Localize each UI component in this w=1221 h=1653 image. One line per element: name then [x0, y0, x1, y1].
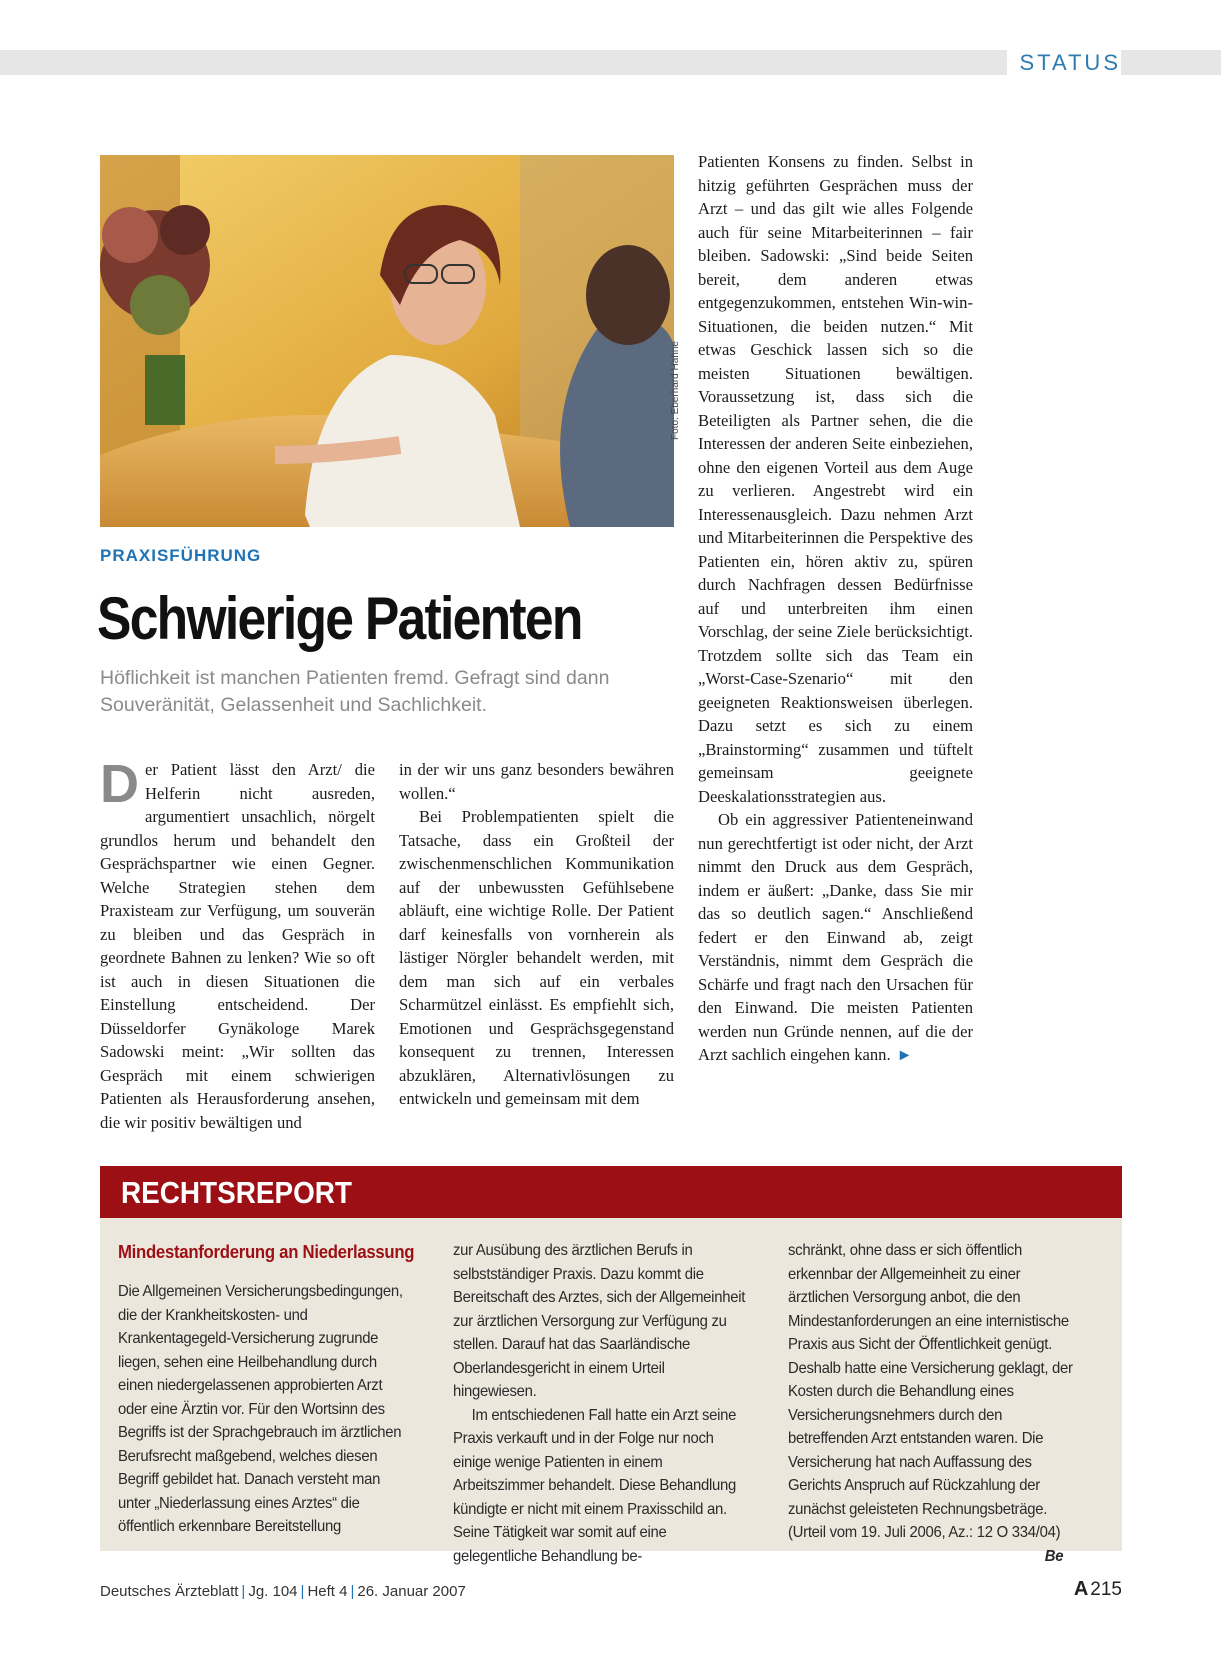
- article-headline: Schwierige Patienten: [97, 585, 582, 652]
- journal-issue: Heft 4: [307, 1583, 348, 1600]
- rechtsreport-column-1: [118, 1280, 412, 1539]
- page-number: [1074, 1578, 1122, 1601]
- rechtsreport-paragraph: Im entschiedenen Fall hatte ein Arzt seine Praxis verkauft und in der Folge nur noch einige wenige Patienten in einem Arbeitszimmer behandelt. Diese Behandlung kündigte er nicht mit einem Praxisschild an. Seine Tätigkeit war somit auf eine gelegentliche Behandlung be-: [453, 1406, 737, 1565]
- continue-arrow-icon: ►: [896, 1047, 913, 1064]
- drop-cap: D: [100, 754, 139, 814]
- journal-date: 26. Januar 2007: [357, 1583, 466, 1600]
- separator: |: [241, 1583, 246, 1600]
- article-column-3: [698, 150, 973, 1140]
- rechtsreport-title: RECHTSREPORT: [121, 1175, 352, 1210]
- article-paragraph: Bei Problempatienten spielt die Tatsache, dass ein Großteil der zwischenmenschlichen Kommunikation auf der unbewussten Gefühlsebene abläuft, eine wichtige Rolle. Der Patient darf keinesfalls von vornherein als lästiger Nörgler behandelt werden, mit dem man sich auf ein verbales Scharmützel einlässt. Es empfiehlt sich, Emotionen und Gesprächsgegenstand konsequent zu trennen, Interessen abzuklären, Alternativlösungen zu entwickeln und gemeinsam mit dem: [399, 807, 674, 1108]
- rechtsreport-subtitle: Mindestanforderung an Niederlassung: [118, 1242, 415, 1262]
- paragraph-text: Ob ein aggressiver Patienteneinwand nun gerechtfertigt ist oder nicht, der Arzt nimmt den Druck aus dem Gespräch, indem er äußert: „Danke, dass Sie mir das so deutlich sagen.“ Anschließend federt er den Einwand ab, zeigt Verständnis, nimmt dem Gespräch die Schärfe und fragt nach den Ursachen für den Einwand. Die meisten Patienten werden nun Gründe nennen, auf die der Arzt sachlich eingehen kann.: [698, 810, 973, 1064]
- rechtsreport-column-2: [453, 1239, 747, 1568]
- article-column-1: [100, 754, 375, 1138]
- page-prefix: A: [1073, 1578, 1089, 1600]
- paragraph-text: er Patient lässt den Arzt/ die Helferin nicht ausreden, argumentiert unsachlich, nörgelt grundlos herum und behandelt den Gesprächspartner wie einen Gegner. Welche Strategien stehen dem Praxisteam zur Verfügung, um souverän zu bleiben und das Gespräch in geordnete Bahnen zu lenken? Wie so oft ist auch in diesen Situationen die Einstellung entscheidend. Der Düsseldorfer Gynäkologe Marek Sadowski meint: „Wir sollten das Gespräch mit einem schwierigen Patienten als Herausforderung ansehen, die wir positiv bewältigen und: [100, 760, 375, 1132]
- article-photo: [100, 155, 674, 527]
- section-label: STATUS: [1007, 50, 1121, 75]
- article-lead: Höflichkeit ist manchen Patienten fremd. Gefragt sind dann Souveränität, Gelassenheit und Sachlichkeit.: [100, 667, 610, 716]
- article-paragraph: [698, 808, 973, 1068]
- paragraph-text: schränkt, ohne dass er sich öffentlich erkennbar der Allgemeinheit zu einer ärztlichen Versorgung anbot, die den Mindestanforderungen an eine internistische Praxis aus Sicht der Öffentlichkeit genügt. Deshalb hatte eine Versicherung geklagt, der Kosten durch die Behandlung eines Versicherungsnehmers durch den betreffenden Arzt entstanden waren. Die Versicherung hat nach Auffassung des Gerichts Anspruch auf Rückzahlung der zunächst geleisteten Rechnungsbeträge. (Urteil vom 19. Juli 2006, Az.: 12 O 334/04): [788, 1242, 1073, 1541]
- journal-volume: Jg. 104: [248, 1583, 298, 1600]
- rechtsreport-paragraph: [788, 1239, 1082, 1565]
- article-paragraph: [100, 754, 375, 1134]
- article-paragraph: Patienten Konsens zu finden. Selbst in hitzig geführten Gesprächen muss der Arzt – und das gilt wie alles Folgende auch für seine Mitarbeiterinnen – fair bleiben. Sadowski: „Sind beide Seiten bereit, dem anderen etwas entgegenzukommen, entstehen Win-win-Situationen, die beiden nutzen.“ Mit etwas Geschick lassen sich so die meisten Situationen bewältigen. Voraussetzung ist, dass sich die Beteiligten als Partner sehen, die die Interessen der anderen Seite einbeziehen, ohne den eigenen Vorteil aus dem Auge zu verlieren. Angestrebt wird ein Interessenausgleich. Dazu nehmen Arzt und Mitarbeiterinnen die Perspektive des Patienten ein, hören aktiv zu, spüren durch Nachfragen dessen Bedürfnisse auf und unterbreiten ihm einen Vorschlag, der seine Ziele berücksichtigt. Trotzdem sollte sich das Team ein „Worst-Case-Szenario“ mit den geeigneten Reaktionsweisen überlegen. Dazu setzt es sich zu einem „Brainstorming“ zusammen und tüftelt gemeinsam geeignete Deeskalationsstrategien aus.: [698, 152, 973, 806]
- page-number-value: 215: [1090, 1579, 1122, 1600]
- article-paragraph: in der wir uns ganz besonders bewähren wollen.“: [399, 760, 674, 803]
- author-signature: Be: [1044, 1547, 1064, 1565]
- page-footer: [100, 1583, 1122, 1607]
- article-column-2: [399, 758, 674, 1138]
- rechtsreport-paragraph: zur Ausübung des ärztlichen Berufs in selbstständiger Praxis. Dazu kommt die Bereitschaft des Arztes, sich der Allgemeinheit zur ärztlichen Versorgung zur Verfügung zu stellen. Darauf hat das Saarländische Oberlandesgericht in einem Urteil hingewiesen.: [453, 1242, 746, 1400]
- photo-credit: Foto: Eberhard Hahne: [670, 341, 681, 440]
- separator: |: [300, 1583, 305, 1600]
- rechtsreport-paragraph: Die Allgemeinen Versicherungsbedingungen, die der Krankheitskosten- und Krankentagegeld-Versicherung zugrunde liegen, sehen eine Heilbehandlung durch einen niedergelassenen approbierten Arzt oder eine Ärztin vor. Für den Wortsinn des Begriffs ist der Sprachgebrauch im ärztlichen Berufsrecht maßgebend, welches diesen Begriff gebildet hat. Danach versteht man unter „Niederlassung eines Arztes“ die öffentlich erkennbare Bereitstellung: [118, 1283, 403, 1535]
- article-kicker: PRAXISFÜHRUNG: [100, 546, 262, 565]
- journal-name: Deutsches Ärzteblatt: [100, 1583, 239, 1600]
- rechtsreport-column-3: [788, 1239, 1082, 1568]
- separator: |: [350, 1583, 355, 1600]
